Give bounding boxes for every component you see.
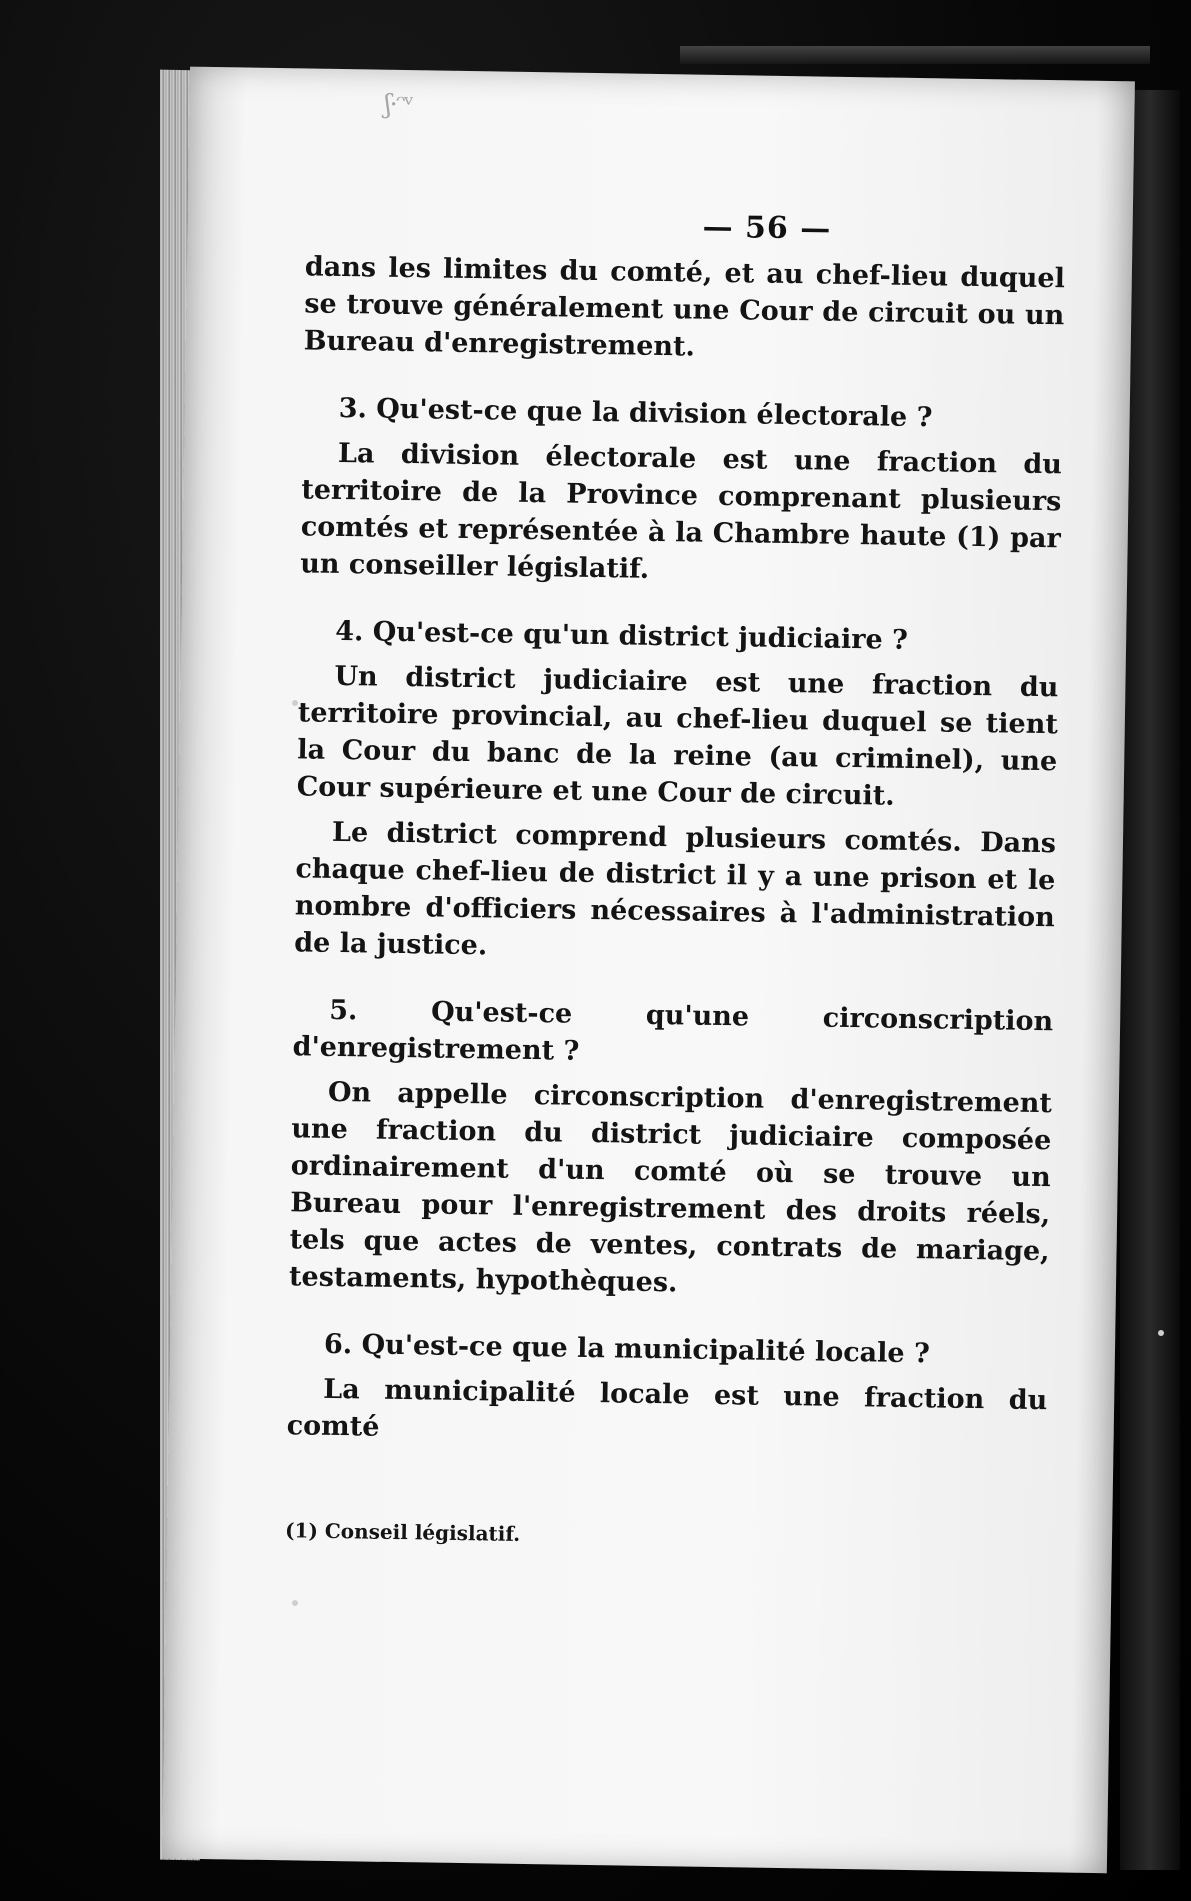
scan-dust-speck (1158, 1330, 1164, 1336)
scan-dust-speck (292, 1600, 298, 1606)
intro-paragraph: dans les limites du comté, et au chef-lieu duquel se trouve généralement une Cour de circuit ou un Bureau d'enregistrement. (303, 251, 1066, 363)
question-4: 4. Qu'est-ce qu'un district judiciaire ? (334, 615, 909, 656)
answer-4a: Un district judiciaire est une fraction du territoire provincial, au chef-lieu duquel se tient la Cour du banc de la reine (au criminel), une Cour supérieure et une Cour de circuit. (296, 660, 1059, 812)
scan-dust-speck (292, 700, 298, 706)
answer-4b: Le district comprend plusieurs comtés. Dans chaque chef-lieu de district il y a une prison et le nombre d'officiers nécessaires à l'administration de la justice. (294, 816, 1057, 962)
page-number: — 56 — (702, 209, 832, 247)
question-5: 5. Qu'est-ce qu'une circonscription d'enregistrement ? (292, 994, 1054, 1067)
question-3: 3. Qu'est-ce que la division électorale ? (338, 392, 933, 434)
page-text (286, 248, 1065, 1456)
book-top-edge (680, 46, 1150, 64)
footnote: (1) Conseil législatif. (284, 1518, 521, 1546)
ink-smudge-mark: ʃ·ᵔᵛ (384, 89, 412, 121)
question-6: 6. Qu'est-ce que la municipalité locale ? (323, 1328, 931, 1370)
book-page (162, 67, 1135, 1874)
answer-3: La division électorale est une fraction du territoire de la Province comprenant plusieurs comtés et représentée à la Chambre haute (1) par un conseiller législatif. (300, 437, 1063, 585)
answer-5: On appelle circonscription d'enregistrement une fraction du district judiciaire composée ordinairement d'un comté où se trouve un Bureau pour l'enregistrement des droits réels, tels que actes de ventes, contrats de mariage, testaments, hypothèques. (288, 1076, 1053, 1299)
answer-6: La municipalité locale est une fraction du comté (286, 1373, 1048, 1443)
